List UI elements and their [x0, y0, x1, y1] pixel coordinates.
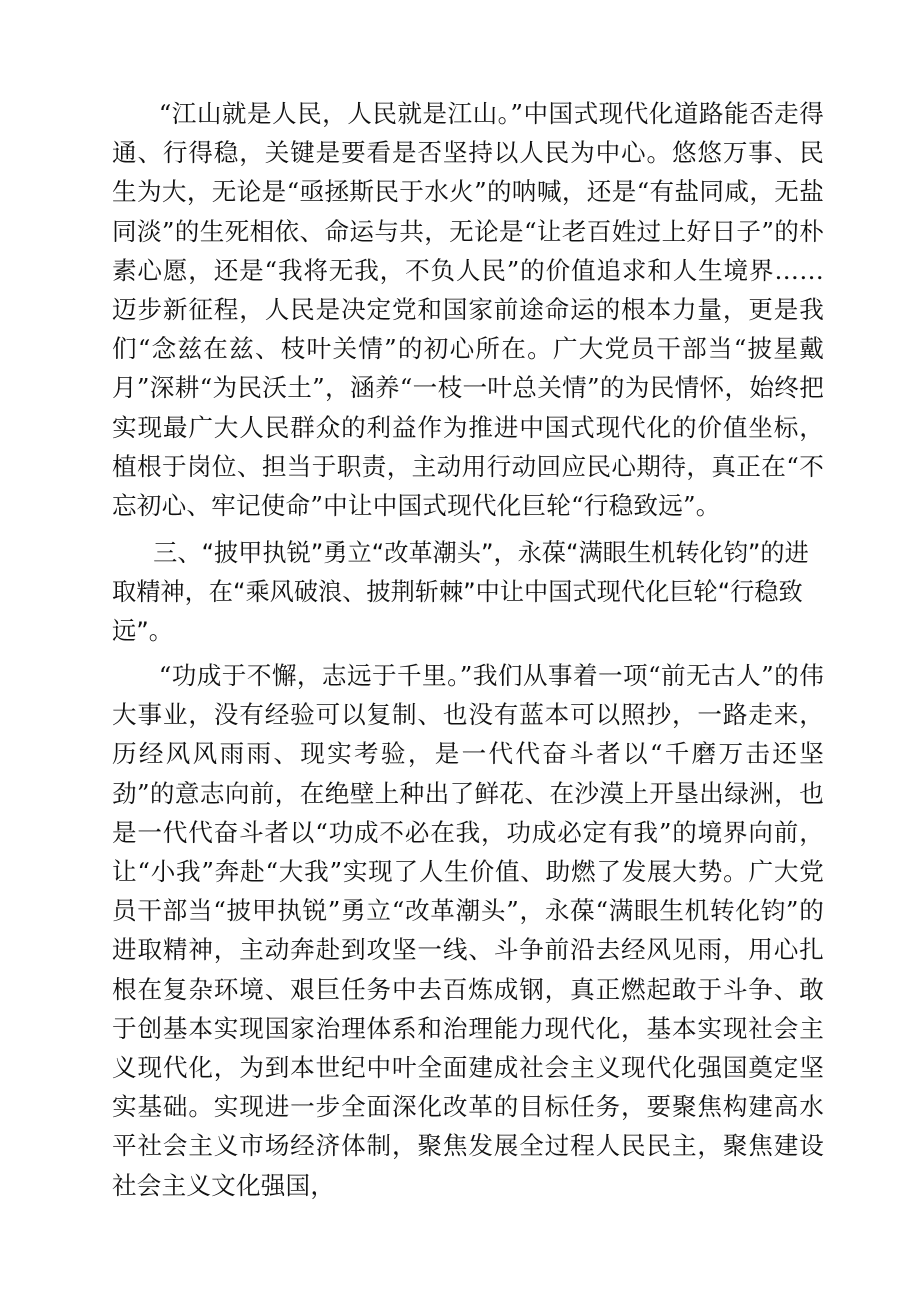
body-paragraph: “功成于不懈，志远于千里。”我们从事着一项“前无古人”的伟大事业，没有经验可以复制、也没有蓝本可以照抄，一路走来，历经风风雨雨、现实考验，是一代代奋斗者以“千磨万击还坚劲”的意志向前，在绝壁上种出了鲜花、在沙漠上开垦出绿洲，也是一代代奋斗者以“功成不必在我，功成必定有我”的境界向前，让“小我”奔赴“大我”实现了人生价值、助燃了发展大势。广大党员干部当“披甲执锐”勇立“改革潮头”，永葆“满眼生机转化钧”的进取精神，主动奔赴到攻坚一线、斗争前沿去经风见雨，用心扎根在复杂环境、艰巨任务中去百炼成钢，真正燃起敢于斗争、敢于创基本实现国家治理体系和治理能力现代化，基本实现社会主义现代化，为到本世纪中叶全面建成社会主义现代化强国奠定坚实基础。实现进一步全面深化改革的目标任务，要聚焦构建高水平社会主义市场经济体制，聚焦发展全过程人民民主，聚焦建设社会主义文化强国， — [112, 661, 824, 1200]
section-heading: 三、“披甲执锐”勇立“改革潮头”，永葆“满眼生机转化钧”的进取精神，在“乘风破浪、披荆斩棘”中让中国式现代化巨轮“行稳致远”。 — [112, 539, 809, 645]
body-paragraph: “江山就是人民，人民就是江山。”中国式现代化道路能否走得通、行得稳，关键是要看是否坚持以人民为中心。悠悠万事、民生为大，无论是“亟拯斯民于水火”的呐喊，还是“有盐同咸，无盐同淡”的生死相依、命运与共，无论是“让老百姓过上好日子”的朴素心愿，还是“我将无我，不负人民”的价值追求和人生境界……迈步新征程，人民是决定党和国家前途命运的根本力量，更是我们“念兹在兹、枝叶关情”的初心所在。广大党员干部当“披星戴月”深耕“为民沃土”，涵养“一枝一叶总关情”的为民情怀，始终把实现最广大人民群众的利益作为推进中国式现代化的价值坐标，植根于岗位、担当于职责，主动用行动回应民心期待，真正在“不忘初心、牢记使命”中让中国式现代化巨轮“行稳致远”。 — [112, 99, 824, 521]
